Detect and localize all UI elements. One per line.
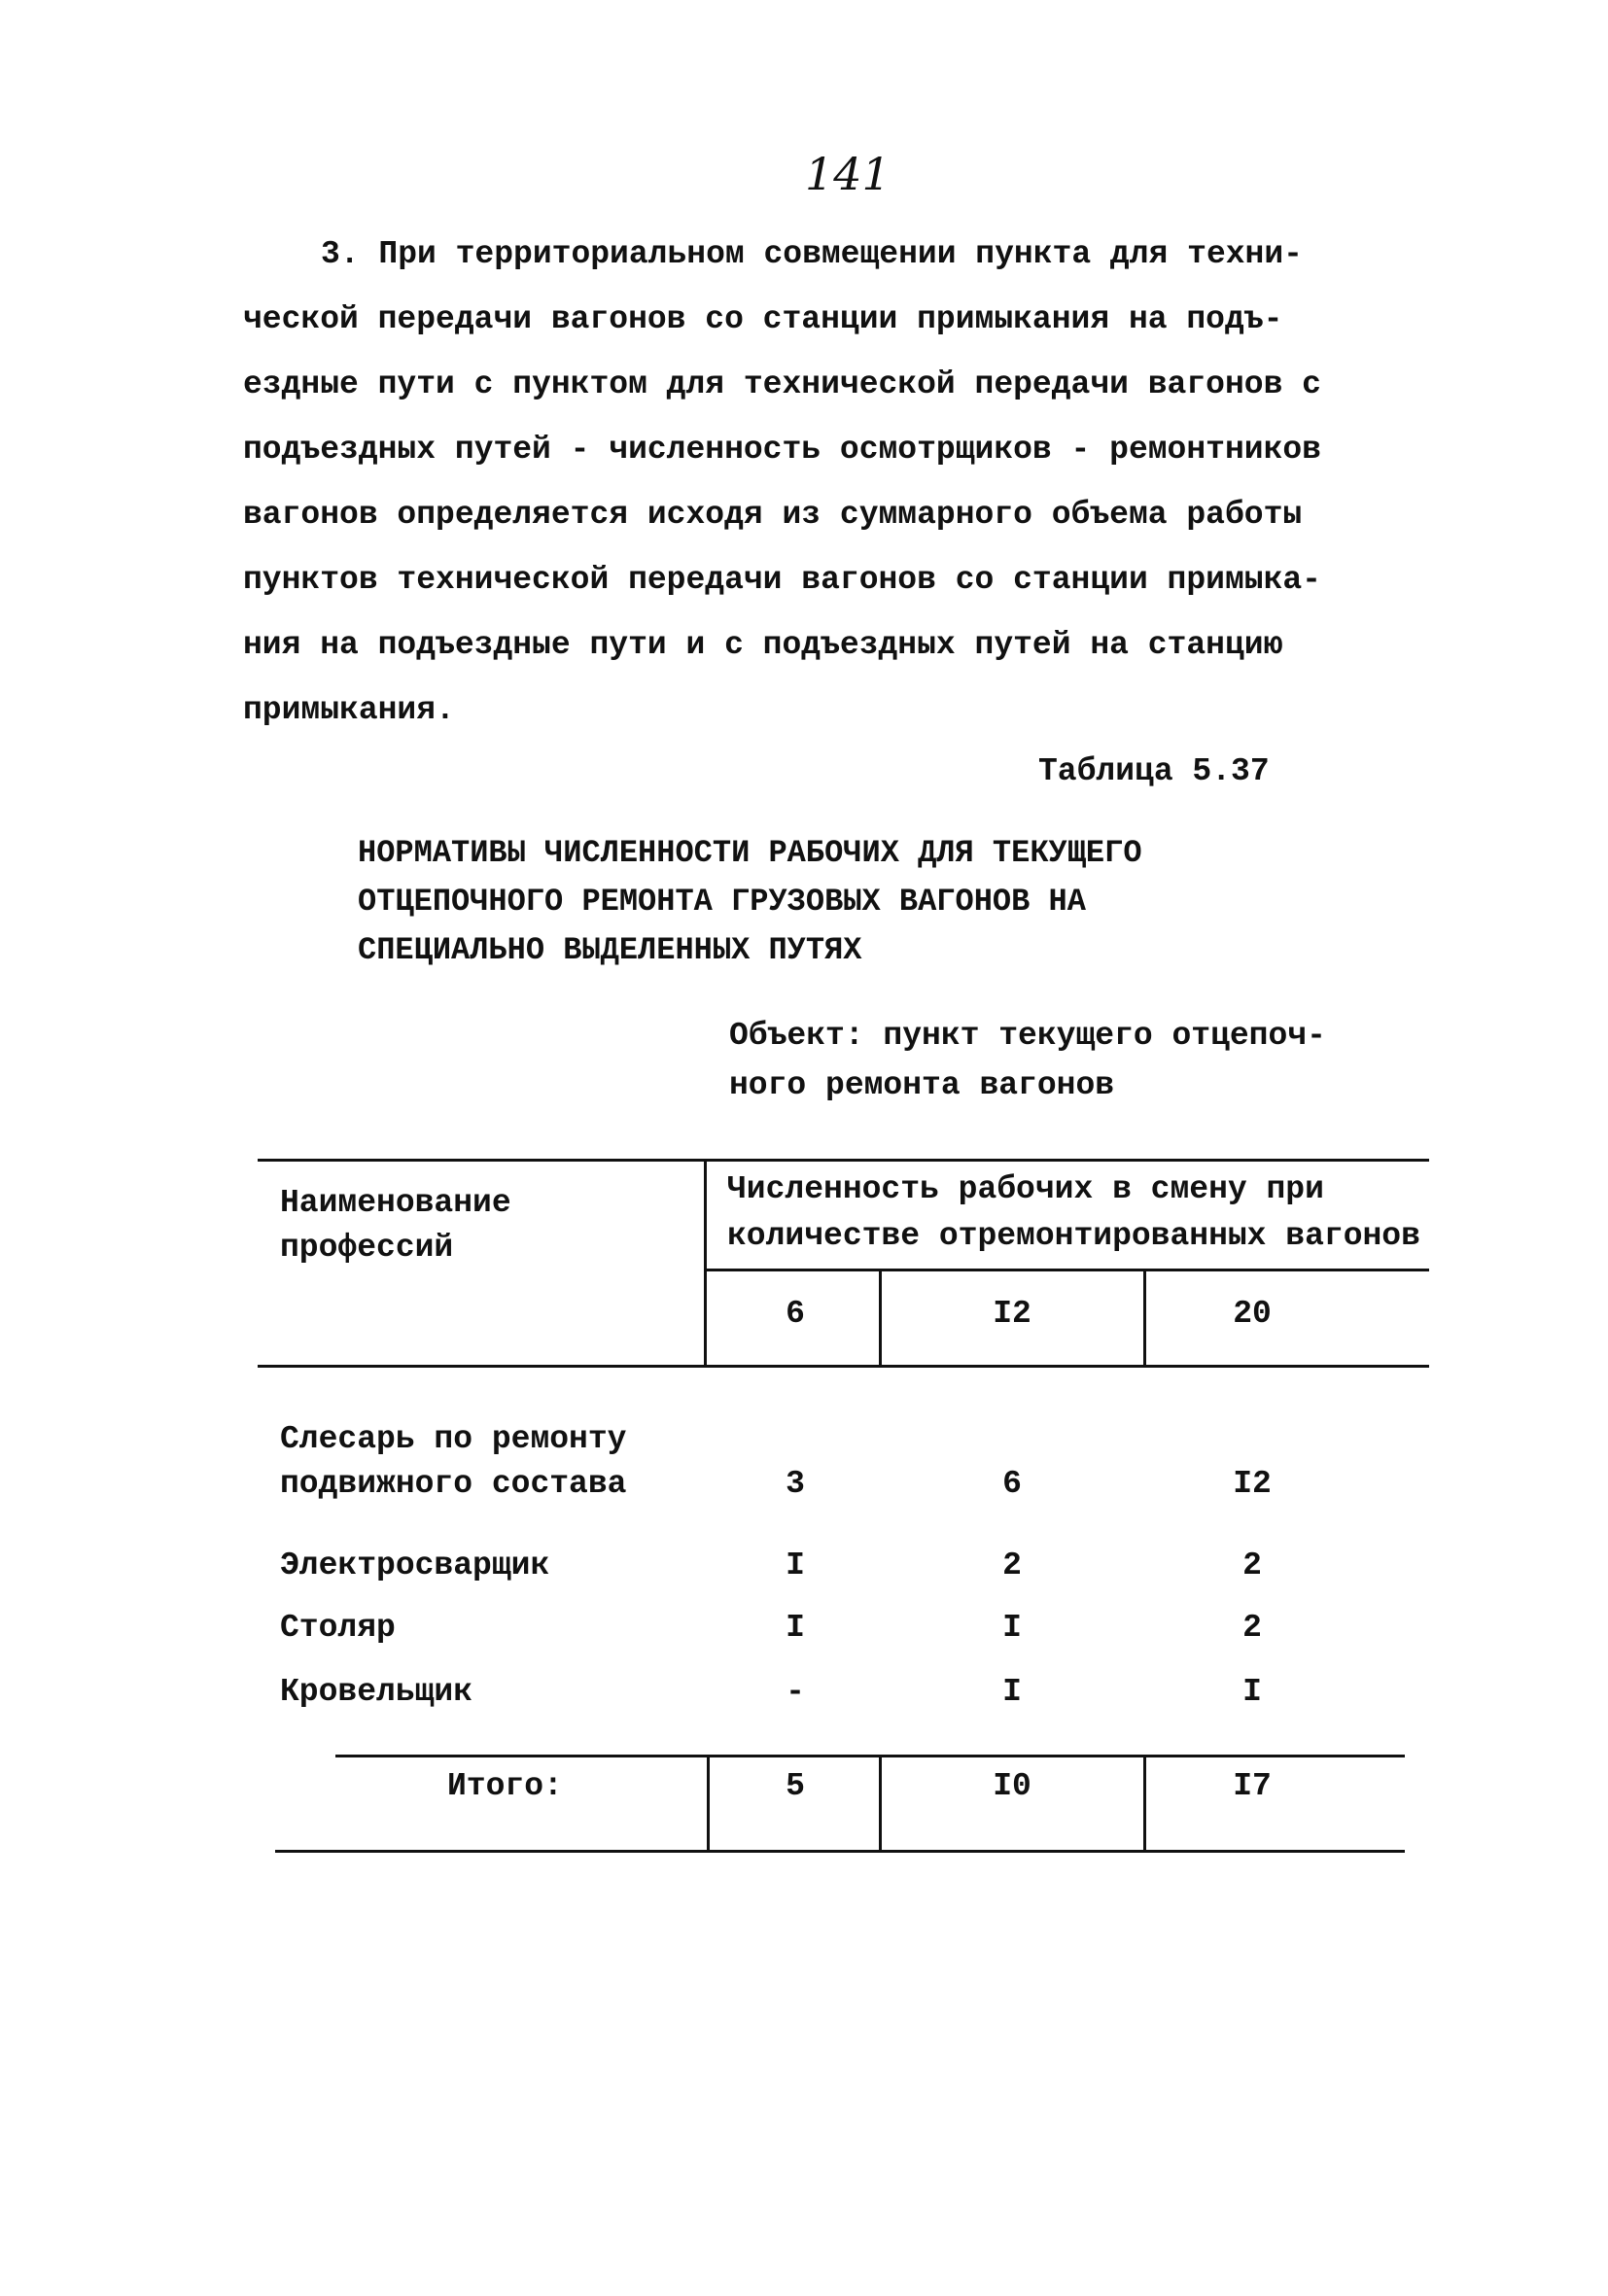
- paragraph-line: пунктов технической передачи вагонов со станции примыка-: [243, 562, 1321, 598]
- page-number: 141: [805, 148, 891, 200]
- table-title-line: НОРМАТИВЫ ЧИСЛЕННОСТИ РАБОЧИХ ДЛЯ ТЕКУЩЕГО: [358, 835, 1142, 871]
- paragraph-line: ния на подъездные пути и с подъездных путей на станцию: [243, 627, 1283, 663]
- table-cell: 6: [1002, 1466, 1022, 1502]
- column-header-12: I2: [993, 1296, 1031, 1332]
- column-header-20: 20: [1233, 1296, 1272, 1332]
- table-cell: I: [1002, 1610, 1022, 1646]
- paragraph-line: подъездных путей - численность осмотрщиков - ремонтников: [243, 432, 1321, 468]
- header-count-line: количестве отремонтированных вагонов: [727, 1218, 1420, 1254]
- table-cell: I: [786, 1610, 805, 1646]
- paragraph-line: 3. При территориальном совмещении пункта для техни-: [321, 236, 1303, 272]
- table-cell: I: [1242, 1674, 1262, 1710]
- table-title: [358, 829, 1291, 975]
- table-row-name: [280, 1417, 708, 1507]
- paragraph-line: ческой передачи вагонов со станции примыкания на подъ-: [243, 301, 1283, 337]
- table-cell: 3: [786, 1466, 805, 1502]
- body-paragraph: [243, 222, 1342, 743]
- header-profession: [280, 1181, 688, 1270]
- header-subrule: [706, 1269, 1429, 1271]
- object-caption: [729, 1011, 1351, 1110]
- table-row-name: Кровельщик: [280, 1674, 473, 1710]
- paragraph-line: ездные пути с пунктом для технической передачи вагонов с: [243, 366, 1321, 402]
- header-count-line: Численность рабочих в смену при: [727, 1171, 1324, 1207]
- table-cell: -: [786, 1674, 805, 1710]
- column-header-6: 6: [786, 1296, 805, 1332]
- column-divider: [704, 1159, 707, 1367]
- row-name-line: подвижного состава: [280, 1466, 627, 1502]
- paragraph-line: примыкания.: [243, 692, 455, 728]
- table-cell: 2: [1242, 1610, 1262, 1646]
- table-row-name: Электросварщик: [280, 1548, 550, 1583]
- total-top-rule: [335, 1755, 1405, 1757]
- table-row-name: Столяр: [280, 1610, 396, 1646]
- table-top-rule: [258, 1159, 1429, 1162]
- object-caption-line: ного ремонта вагонов: [729, 1067, 1115, 1103]
- header-bottom-rule: [258, 1365, 1429, 1368]
- table-title-line: СПЕЦИАЛЬНО ВЫДЕЛЕННЫХ ПУТЯХ: [358, 932, 862, 968]
- table-cell: I: [786, 1548, 805, 1583]
- total-cell: I0: [993, 1768, 1031, 1804]
- table-cell: 2: [1002, 1548, 1022, 1583]
- table-bottom-rule: [275, 1850, 1405, 1853]
- row-name-line: Слесарь по ремонту: [280, 1421, 627, 1457]
- table-cell: 2: [1242, 1548, 1262, 1583]
- table-cell: I: [1002, 1674, 1022, 1710]
- total-label: Итого:: [447, 1768, 563, 1804]
- paragraph-line: вагонов определяется исходя из суммарного объема работы: [243, 497, 1303, 533]
- total-cell: 5: [786, 1768, 805, 1804]
- object-caption-line: Объект: пункт текущего отцепоч-: [729, 1018, 1326, 1054]
- header-worker-count: [727, 1166, 1427, 1260]
- table-title-line: ОТЦЕПОЧНОГО РЕМОНТА ГРУЗОВЫХ ВАГОНОВ НА: [358, 884, 1086, 920]
- header-profession-line: Наименование: [280, 1185, 511, 1221]
- header-profession-line: профессий: [280, 1230, 454, 1266]
- table-cell: I2: [1233, 1466, 1272, 1502]
- table-label: Таблица 5.37: [1038, 753, 1270, 789]
- total-cell: I7: [1233, 1768, 1272, 1804]
